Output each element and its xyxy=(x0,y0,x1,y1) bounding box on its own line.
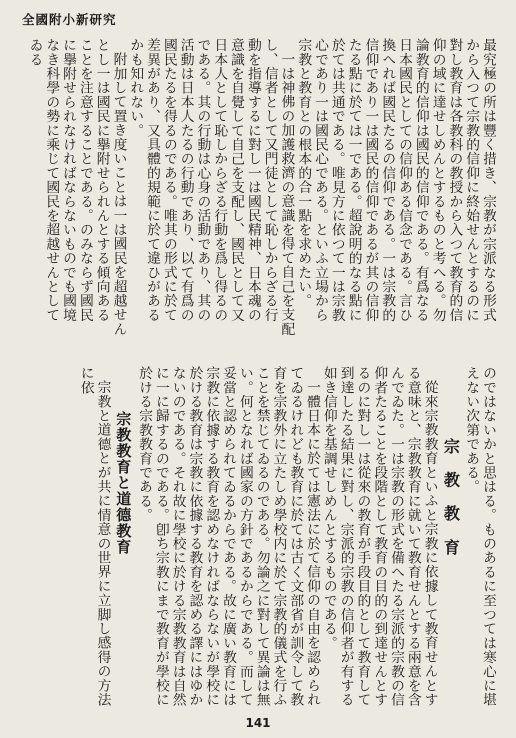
paragraph: 宗教と道德とが共に情意の世界に立脚し感得の方法に依 xyxy=(77,366,111,707)
paragraph: 最究極の所は豐く措き、宗教が宗派なる形式から入つて宗教的信仰に終始せんとするのに對し教育は各教科の教授から入つて教育的信仰の域に達せしめんとするものと考へる。勿論教育的信仰は國民的信仰である。有爲なる日本國民としての信仰ある信念である。言ひ換へれば國民たるの信仰である。一は宗教的信仰であり一は國民的信仰であるが其の信仰たる點に於ては一である。超說明的なる點に於ては共通である。唯見方に依つて一は宗教心であり一は國民心である。といふ立場から宗教と教育との根本的合一點を求めたい。 xyxy=(295,38,496,322)
page-number: 141 xyxy=(245,716,271,730)
section-heading: 宗 教 教 育 xyxy=(441,438,461,561)
paragraph: のではないかと思はる。ものあるに至つては寒心に堪えない次第である。 xyxy=(463,366,496,707)
column-divider xyxy=(20,352,496,353)
paragraph: 附加して置き度いことは一は國民を超越せんとし一は國民に擧附せられんとする傾向あることを注意することである。のみならず國民に擧附せられなければならないものでも國境なき科學の勢に乘じて國民を超越せんとしてゐる xyxy=(26,38,127,336)
bottom-text-column xyxy=(10,366,496,714)
section-heading: 宗教教育と道德教育 xyxy=(114,411,133,555)
running-head: 全國附小新研究 xyxy=(22,12,117,27)
paragraph: 從來宗教教育といふと宗教に依據して教育せんとする意味と、宗教教育に就いて教育せんとする兩意を含んでゐた。一は宗教の形式を備へたる宗派的宗教の信仰者たることを段階として教育の目的の到達せんとするのに對し一は從來の教育が手段目的として教育して到達したる結果に對し、宗派的宗教の信仰者が有する如き信仰を基調せしめんとするものである。 xyxy=(320,366,438,707)
top-text-column xyxy=(10,38,496,336)
paragraph: 一體日本に於ては憲法に於て信仰の自由を認められてゐるけれども教育に於ては古く文部省が訓令して教育を宗教外に立たしめ學校内に於て宗教的儀式を行ふことを禁じてゐるのである。勿論之に對して異論は無い。何となれば國家の方針であるからである。而して妥當と認められてゐるからである。故に廣い教育には宗教に依據する教育を認めなければならないが學校に於ける教育は宗教に依據する教育を認める譯にはゆかないのである。それ故に學校に於ける宗教教育は自然に一に歸するのである。卽ち宗教にまで教育が學校に於ける宗教教育である。 xyxy=(136,366,321,707)
paragraph: 一は神佛の加護救濟の意識を得て自己を支配し、信者として又門徒として恥しからざる行動を指導するに對し一は國民精神、日本魂の意識を自覺して自己を支配し、國民として又日本人として恥しからざる行動を爲し得るのである。其の行動は心身の活動であり、其の活動は日本人たるの行動であり、以て有爲の國民たるを得るのである。唯其の形式に於て差異があり、又具體的規範に於て違ひがあるかも知れない。 xyxy=(127,38,295,336)
